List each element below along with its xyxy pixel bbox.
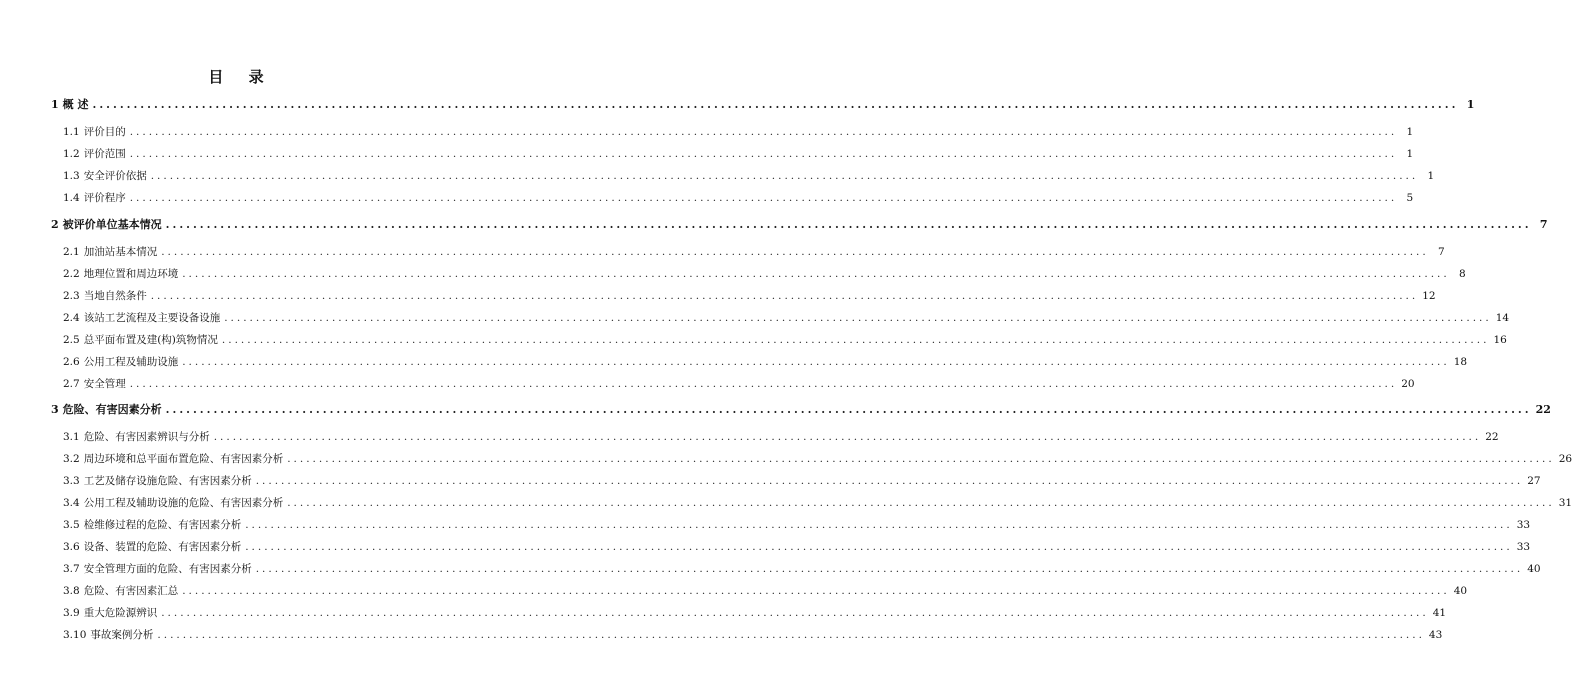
toc-entry[interactable] [63,376,1415,391]
toc-entry-number: 1 [51,98,59,111]
toc-leader-dots: ........................................................................................................................................................................................................ [182,585,1450,597]
toc-entry-number: 3.5 [63,519,80,531]
toc-leader-dots: ........................................................................................................................................................................................................ [287,453,1555,465]
toc-entry[interactable] [51,96,1475,112]
toc-entry[interactable] [63,495,1572,510]
toc-entry[interactable] [63,429,1499,444]
toc-entry-title: 危险、有害因素辨识与分析 [83,431,210,443]
toc-leader-dots: ........................................................................................................................................................................................................ [255,563,1524,575]
toc-entry-title: 重大危险源辨识 [83,607,158,619]
toc-entry[interactable] [63,605,1447,620]
toc-entry-title: 总平面布置及建(构)筑物情况 [83,334,218,346]
toc-entry-title: 地理位置和周边环境 [83,268,179,280]
toc-leader-dots: ........................................................................................................................................................................................................ [287,497,1555,509]
toc-entry-number: 3.4 [63,497,80,509]
toc-leader-dots: ........................................................................................................................................................................................................ [129,126,1398,138]
page-title: 目 录 [208,68,274,86]
toc-entry-number: 3.8 [63,585,80,597]
toc-entry-number: 3.7 [63,563,80,575]
toc-entry[interactable] [63,244,1445,259]
toc-entry-title: 设备、装置的危险、有害因素分析 [83,541,242,553]
toc-leader-dots: ........................................................................................................................................................................................................ [150,170,1419,182]
toc-entry-number: 3.10 [63,629,87,641]
toc-entry[interactable] [63,168,1435,183]
toc-entry[interactable] [63,266,1466,281]
toc-entry-title: 危险、有害因素分析 [62,403,162,416]
toc-entry-number: 3 [51,403,59,416]
toc-leader-dots: ........................................................................................................................................................................................................ [221,334,1490,346]
toc-entry-number: 2.7 [63,378,80,390]
toc-leader-dots: ........................................................................................................................................................................................................ [129,378,1398,390]
toc-entry[interactable] [63,473,1541,488]
toc-entry-number: 3.2 [63,453,80,465]
toc-entry-number: 2 [51,218,59,231]
toc-leader-dots: ........................................................................................................................................................................................................ [182,356,1450,368]
toc-entry-title: 危险、有害因素汇总 [83,585,179,597]
toc-entry-title: 安全管理方面的危险、有害因素分析 [83,563,252,575]
toc-leader-dots: ........................................................................................................................................................................................................ [255,475,1524,487]
toc-entry-page: 7 [1539,218,1548,231]
toc-entry-page: 1 [1427,170,1435,182]
toc-entry-page: 26 [1558,453,1572,465]
toc-leader-dots: ........................................................................................................................................................................................................ [165,403,1532,416]
toc-entry[interactable] [63,451,1572,466]
toc-leader-dots: ........................................................................................................................................................................................................ [161,246,1429,258]
toc-entry-number: 2.4 [63,312,80,324]
toc-entry-page: 1 [1466,98,1475,111]
toc-entry-number: 2.1 [63,246,80,258]
toc-entry-title: 评价程序 [83,192,126,204]
toc-entry-title: 被评价单位基本情况 [62,218,162,231]
toc-entry[interactable] [63,310,1510,325]
toc-entry-page: 1 [1406,126,1414,138]
toc-leader-dots: ........................................................................................................................................................................................................ [129,192,1398,204]
toc-leader-dots: ........................................................................................................................................................................................................ [245,519,1513,531]
toc-entry-number: 2.3 [63,290,80,302]
toc-entry[interactable] [63,517,1531,532]
toc-entry-number: 1.2 [63,148,80,160]
toc-leader-dots: ........................................................................................................................................................................................................ [213,431,1482,443]
toc-entry-title: 安全评价依据 [83,170,147,182]
toc-entry-number: 1.4 [63,192,80,204]
toc-entry-title: 加油站基本情况 [83,246,158,258]
toc-entry[interactable] [63,627,1443,642]
toc-entry-number: 3.9 [63,607,80,619]
toc-entry-page: 41 [1432,607,1447,619]
toc-entry-number: 3.1 [63,431,80,443]
toc-entry-page: 33 [1516,541,1531,553]
toc-entry-title: 工艺及储存设施危险、有害因素分析 [83,475,252,487]
toc-leader-dots: ........................................................................................................................................................................................................ [157,629,1425,641]
toc-leader-dots: ........................................................................................................................................................................................................ [165,218,1532,231]
toc-entry-page: 43 [1428,629,1443,641]
toc-entry-number: 1.3 [63,170,80,182]
toc-entry-title: 当地自然条件 [83,290,147,302]
toc-entry[interactable] [63,561,1541,576]
toc-entry-number: 1.1 [63,126,80,138]
toc-entry-number: 2.6 [63,356,80,368]
toc-entry-page: 31 [1558,497,1572,509]
toc-entry-page: 40 [1453,585,1468,597]
toc-entry-page: 27 [1527,475,1541,487]
toc-entry-number: 3.3 [63,475,80,487]
toc-entry-title: 事故案例分析 [90,629,154,641]
toc-entry[interactable] [63,124,1414,139]
toc-leader-dots: ........................................................................................................................................................................................................ [150,290,1419,302]
toc-entry-title: 检维修过程的危险、有害因素分析 [83,519,242,531]
toc-entry-page: 7 [1438,246,1445,258]
toc-entry[interactable] [51,216,1548,232]
toc-entry[interactable] [63,190,1414,205]
toc-leader-dots: ........................................................................................................................................................................................................ [129,148,1398,160]
toc-entry[interactable] [63,583,1468,598]
toc-entry-page: 20 [1401,378,1415,390]
toc-entry-number: 2.5 [63,334,80,346]
toc-entry-title: 安全管理 [83,378,126,390]
toc-entry-title: 该站工艺流程及主要设备设施 [83,312,221,324]
toc-entry-page: 40 [1527,563,1541,575]
toc-entry-title: 公用工程及辅助设施的危险、有害因素分析 [83,497,284,509]
toc-entry-page: 22 [1535,403,1551,416]
toc-entry-title: 评价目的 [83,126,126,138]
toc-leader-dots: ........................................................................................................................................................................................................ [245,541,1513,553]
toc-entry-page: 33 [1516,519,1531,531]
toc-entry[interactable] [51,401,1551,417]
toc-entry-page: 16 [1493,334,1507,346]
toc-entry-title: 评价范围 [83,148,126,160]
toc-entry[interactable] [63,354,1468,369]
toc-entry-number: 2.2 [63,268,80,280]
toc-leader-dots: ........................................................................................................................................................................................................ [182,268,1450,280]
toc-entry-number: 3.6 [63,541,80,553]
toc-entry-page: 12 [1422,290,1436,302]
toc-entry-title: 概 述 [62,98,89,111]
toc-entry-page: 22 [1485,431,1499,443]
toc-entry[interactable] [63,146,1414,161]
toc-entry[interactable] [63,332,1507,347]
toc-entry-page: 1 [1406,148,1414,160]
toc-entry[interactable] [63,539,1531,554]
toc-entry-page: 8 [1459,268,1466,280]
toc-entry-title: 公用工程及辅助设施 [83,356,179,368]
toc-leader-dots: ........................................................................................................................................................................................................ [224,312,1492,324]
toc-entry-title: 周边环境和总平面布置危险、有害因素分析 [83,453,284,465]
toc-entry[interactable] [63,288,1436,303]
toc-leader-dots: ........................................................................................................................................................................................................ [161,607,1429,619]
toc-entry-page: 18 [1453,356,1468,368]
toc-entry-page: 5 [1406,192,1414,204]
toc-entry-page: 14 [1495,312,1510,324]
toc-leader-dots: ........................................................................................................................................................................................................ [92,98,1459,111]
